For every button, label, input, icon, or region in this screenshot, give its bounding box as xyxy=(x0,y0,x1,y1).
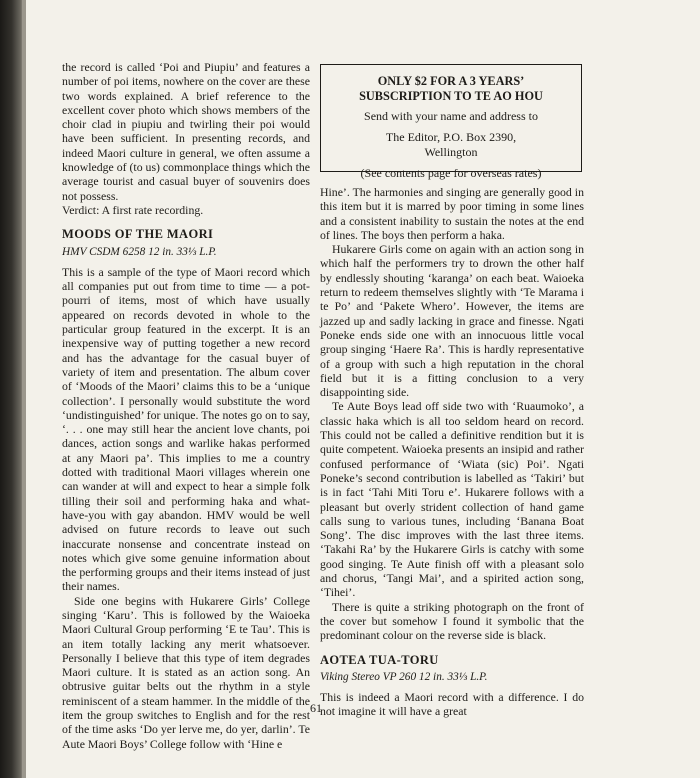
section-heading-moods-of-the-maori: MOODS OF THE MAORI xyxy=(62,227,214,242)
ad-text-line: Send with your name and address to xyxy=(364,109,538,123)
right-column xyxy=(320,185,584,719)
document-page xyxy=(26,0,700,778)
review-paragraph: There is quite a striking photograph on the front of the cover but somehow I found it symbolic that the predominant colour on the reverse side is black. xyxy=(320,599,584,643)
ad-title-line: ONLY $2 FOR A 3 YEARS’ xyxy=(377,74,525,88)
ad-note-line: (See contents page for overseas rates) xyxy=(360,166,542,180)
review-paragraph: Hukarere Girls come on again with an action song in which half the performers try to drown the other half by endlessly shouting ‘karanga’ on each beat. Waioeka return to redeem themselves slightly with ‘Te Marama i te Po’ and ‘Pakete Whero’. However, the items are jazzed up and sadly lacking in grace and finesse. Ngati Poneke ends side one with an innocuous little vocal group singing ‘Haere Ra’. This is hardly representative of a group with such a high reputation in the choral field but it is a fitting conclusion to a very disappointing side. xyxy=(320,242,584,400)
record-catalog-line: Viking Stereo VP 260 12 in. 33⅓ L.P. xyxy=(320,670,488,683)
ad-title-line: SUBSCRIPTION TO TE AO HOU xyxy=(359,88,543,103)
ad-address-line: Wellington xyxy=(424,145,478,159)
ad-address-line: The Editor, P.O. Box 2390, xyxy=(385,130,517,144)
section-heading-aotea-tua-toru: AOTEA TUA-TORU xyxy=(320,652,439,667)
review-paragraph: Side one begins with Hukarere Girls’ College singing ‘Karu’. This is followed by the Waioeka Maori Cultural Group performing ‘E te Tau’. This is an item totally lacking any merit whatsoever. Personally I believe that this type of item degrades Maori culture. It is stated as an action song. An obtrusive guitar belts out the rhythm in a style reminiscent of a steam hammer. In the middle of the item the group switches to English and for the rest of the time asks ‘Do yer lerve me, do yer, darlin’. Te Aute Maori Boys’ College follow with ‘Hine e xyxy=(62,593,310,751)
review-paragraph: This is indeed a Maori record with a difference. I do not imagine it will have a great xyxy=(320,690,584,719)
page-number: 61 xyxy=(310,701,322,715)
left-column xyxy=(62,60,310,751)
review-paragraph: Hine’. The harmonies and singing are generally good in this item but it is marred by poor timing in some lines and a consistent inability to sustain the notes at the end of lines. The boys then perform a haka. xyxy=(320,185,584,242)
subscription-ad-box xyxy=(320,64,582,180)
verdict-line: Verdict: A first rate recording. xyxy=(62,202,204,217)
intro-paragraph: the record is called ‘Poi and Piupiu’ and features a number of poi items, nowhere on the cover are these two words explained. A brief reference to the excellent cover photo which shows members of the choir clad in piupiu and twirling their poi would have been sufficient. In presenting records, and indeed Maori culture in general, we often assume a knowledge of (to us) commonplace things which the average tourist and casual buyer of souvenirs does not possess. xyxy=(62,60,311,203)
review-paragraph: Te Aute Boys lead off side two with ‘Ruaumoko’, a classic haka which is all too seldom heard on record. This could not be called a definitive rendition but it is quite competent. Waioeka presents an insipid and rather confused performance of ‘Wiata (sic) Poi’. Ngati Poneke’s second contribution is labelled as ‘Takiri’ but is in fact ‘Tahi Miti Toru e’. Hukarere follows with a pleasant but overly strident collection of hand game calls sung to various tunes, including ‘Banana Boat Song’. The disc improves with the last three items. ‘Takahi Ra’ by the Hukarere Girls is catchy with some good singing. Te Aute finish off with a pleasant solo and chorus, ‘Tangi Mai’, and a spirited action song, ‘Tihei’. xyxy=(320,399,584,600)
record-catalog-line: HMV CSDM 6258 12 in. 33⅓ L.P. xyxy=(62,245,217,258)
review-paragraph: This is a sample of the type of Maori record which all companies put out from time to time — a pot-pourri of items, most of which have usually appeared on records devoted in whole to the particular group featured in the excerpt. It is an inexpensive way of putting together a new record and has the advantage for the casual buyer of variety of item and presentation. The album cover of ‘Moods of the Maori’ claims this to be a ‘unique collection’. I personally would substitute the word ‘undistinguished’ for unique. The notes go on to say, ‘. . . one may still hear the ancient love chants, poi dances, action songs and warlike hakas performed at any Maori pa’. This implies to me a country dotted with traditional Maori villages wherein one can wander at will and expect to hear a simple folk tilling their soil and performing haka and what-have-you with gay abandon. HMV would be well advised on future records to leave out such inaccurate nonsense and concentrate instead on notes which give some genuine information about the performing groups and their items instead of just their names. xyxy=(62,264,310,594)
